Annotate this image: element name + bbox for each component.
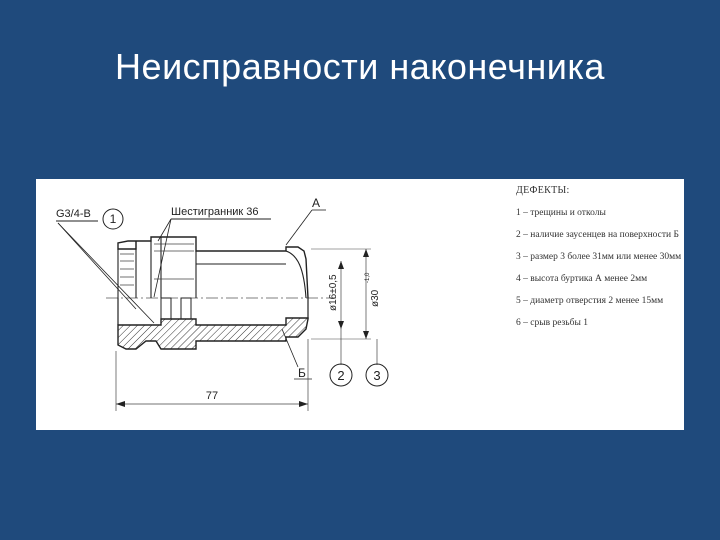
hexagon-label: Шестигранник 36: [171, 206, 259, 218]
defect-item: 1 – трещины и отколы: [516, 208, 606, 218]
defects-list: [516, 185, 684, 340]
technical-drawing-panel: [36, 179, 684, 430]
outer-diameter-tol: -1,0: [365, 272, 371, 283]
label-b: Б: [298, 366, 306, 380]
defect-item: 3 – размер 3 более 31мм или менее 30мм: [516, 252, 682, 262]
defect-item: 5 – диаметр отверстия 2 менее 15мм: [516, 296, 664, 306]
callout-3: 3: [373, 368, 381, 383]
callout-1: 1: [109, 212, 117, 226]
part-drawing: [36, 179, 516, 430]
label-a: А: [312, 196, 321, 210]
defects-heading: ДЕФЕКТЫ:: [516, 185, 570, 196]
outer-diameter-dim: ø30: [370, 289, 381, 307]
slide-title: Неисправности наконечника: [115, 46, 605, 87]
inner-diameter-dim: ø16±0,5: [328, 274, 339, 311]
defect-item: 2 – наличие заусенцев на поверхности Б: [516, 230, 679, 240]
defect-item: 6 – срыв резьбы 1: [516, 318, 588, 328]
part-outline-upper: [118, 237, 308, 298]
thread-label: G3/4-B: [56, 208, 91, 220]
callout-2: 2: [337, 368, 345, 383]
length-dim: 77: [205, 390, 219, 402]
part-section-lower: [118, 318, 308, 349]
defect-item: 4 – высота буртика А менее 2мм: [516, 274, 648, 284]
